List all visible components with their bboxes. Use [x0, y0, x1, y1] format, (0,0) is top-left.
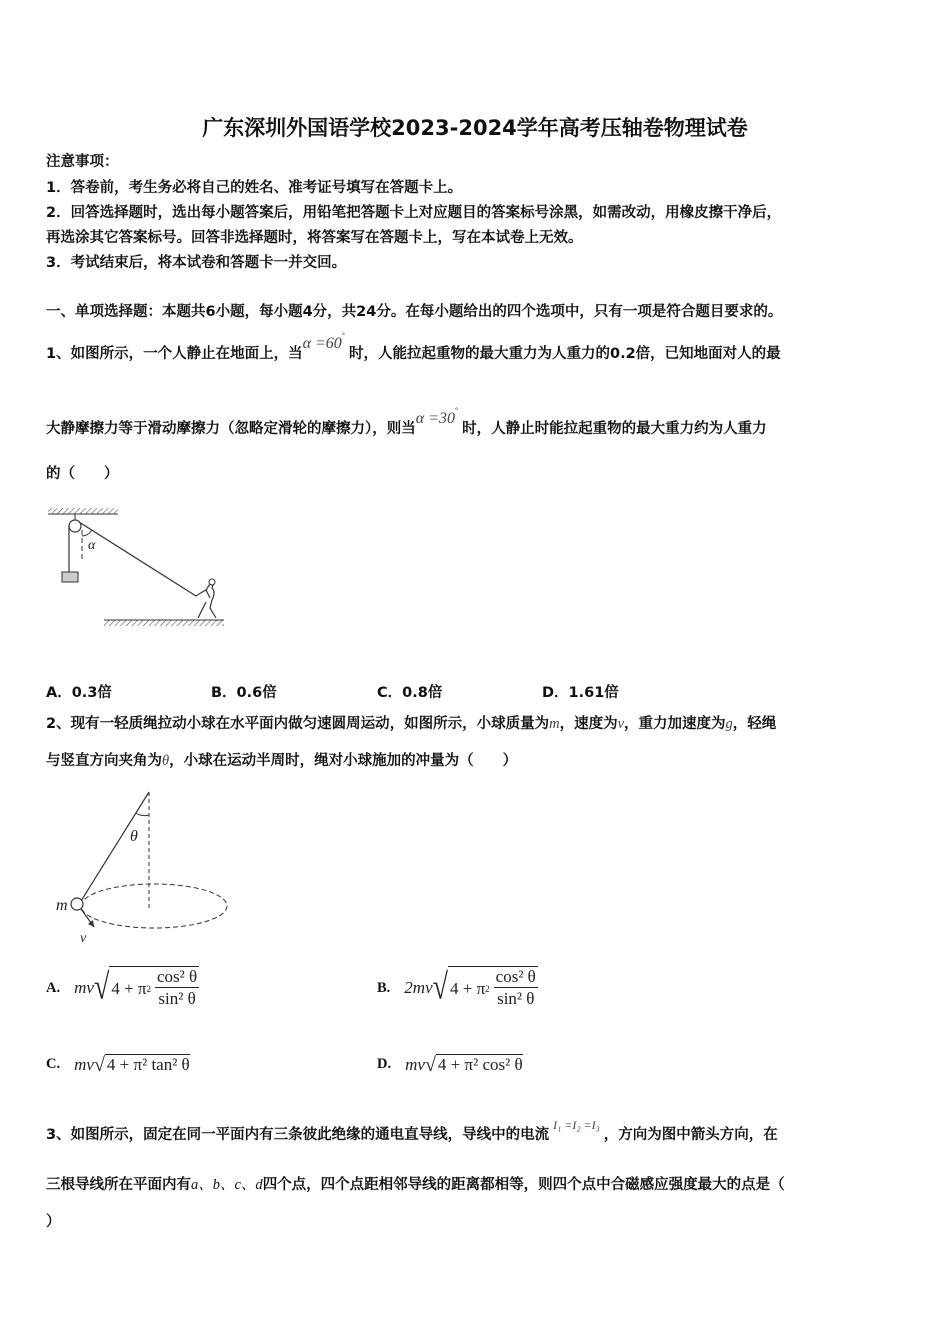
q2-var-m: m: [549, 716, 560, 732]
option-label: D.: [377, 1056, 392, 1072]
q1-option-a[interactable]: A．0.3倍: [46, 685, 112, 701]
q1-text: 1、如图所示，一个人静止在地面上，当: [46, 345, 303, 362]
q2-text: ，小球在运动半周时，绳对小球施加的冲量为（ ）: [169, 753, 518, 769]
q1-math-alpha30: α =30: [415, 409, 455, 427]
q1-line2: 大静摩擦力等于滑动摩擦力（忽略定滑轮的摩擦力），则当α =30°时，人静止时能拉起重物的最大重力约为人重力: [46, 406, 767, 437]
q2-var-theta: θ: [162, 753, 170, 769]
q2-line1: [46, 714, 776, 734]
q3-math-currents: I₁ =I₂ =I₃: [553, 1118, 600, 1132]
q3-line3: ）: [46, 1214, 61, 1230]
q2-option-d[interactable]: [377, 1054, 523, 1075]
option-label: B.: [377, 979, 391, 996]
formula: mv √ 4 + π 2 $\frac{\text{cos² θ}}{\text{sin² θ}}$: [74, 967, 198, 1008]
theta-label: θ: [130, 828, 138, 845]
q1-math-alpha60: α =60: [302, 334, 342, 352]
option-label: C.: [46, 1056, 61, 1072]
q2-text: ，速度为: [559, 716, 618, 732]
notice-item: 1．答卷前，考生务必将自己的姓名、准考证号填写在答题卡上。: [46, 180, 463, 196]
q1-pulley-figure: [44, 504, 224, 634]
q2-text: ，重力加速度为: [624, 716, 726, 732]
formula: mv √ 4 + π² cos² θ: [405, 1053, 523, 1076]
page-title: 广东深圳外国语学校2023-2024学年高考压轴卷物理试卷: [202, 116, 748, 140]
q3-line2: [46, 1175, 785, 1195]
formula: mv √ 4 + π² tan² θ: [74, 1053, 190, 1076]
q1-text: 时，人静止时能拉起重物的最大重力约为人重力: [462, 420, 767, 437]
q1-text: 大静摩擦力等于滑动摩擦力（忽略定滑轮的摩擦力），则当: [46, 420, 416, 437]
q2-var-v: v: [617, 716, 625, 732]
notice-item: 再选涂其它答案标号。回答非选择题时，将答案写在答题卡上，写在本试卷上无效。: [46, 230, 583, 246]
q1-text: 时，人能拉起重物的最大重力为人重力的0.2倍，已知地面对人的最: [349, 345, 781, 362]
q3-line1: [46, 1118, 778, 1145]
option-label: A.: [46, 979, 61, 996]
q3-text: ，方向为图中箭头方向，在: [603, 1127, 778, 1143]
q2-text: 与竖直方向夹角为: [46, 753, 162, 769]
section-heading: 一、单项选择题：本题共6小题，每小题4分，共24分。在每小题给出的四个选项中，只有一项是符合题目要求的。: [46, 304, 783, 320]
velocity-label: v: [80, 931, 87, 946]
q2-line2: [46, 751, 517, 771]
q1-option-c[interactable]: C．0.8倍: [377, 685, 443, 701]
q2-option-a[interactable]: [46, 966, 199, 1010]
q3-text: 四个点，四个点距相邻导线的距离都相等，则四个点中合磁感应强度最大的点是（: [262, 1177, 785, 1193]
mass-label: m: [56, 897, 68, 914]
q1-line3: 的（ ）: [46, 466, 119, 482]
q2-option-c[interactable]: [46, 1054, 190, 1075]
q1-option-b[interactable]: B．0.6倍: [211, 685, 277, 701]
q1-line1: 1、如图所示，一个人静止在地面上，当α =60°时，人能拉起重物的最大重力为人重力的0.2倍，已知地面对人的最: [46, 331, 781, 362]
q3-text: 三根导线所在平面内有: [46, 1177, 191, 1193]
q2-text: ，轻绳: [732, 716, 777, 732]
q3-text: 3、如图所示，固定在同一平面内有三条彼此绝缘的通电直导线，导线中的电流: [46, 1127, 550, 1143]
notice-item: 3．考试结束后，将本试卷和答题卡一并交回。: [46, 255, 347, 271]
notice-item: 2．回答选择题时，选出每小题答案后，用铅笔把答题卡上对应题目的答案标号涂黑，如需改动，用橡皮擦干净后，: [46, 205, 782, 221]
q3-points: a、b、c、d: [191, 1177, 263, 1193]
q2-conical-pendulum-figure: [50, 786, 235, 946]
q2-var-g: g: [725, 716, 733, 732]
alpha-label: α: [88, 538, 96, 553]
q2-text: 2、现有一轻质绳拉动小球在水平面内做匀速圆周运动，如图所示，小球质量为: [46, 716, 550, 732]
q1-option-d[interactable]: D．1.61倍: [542, 685, 619, 701]
q2-option-b[interactable]: [377, 966, 538, 1010]
formula: 2mv √ 4 + π 2 $\frac{\text{cos² θ}}{\text{sin² θ}}$: [404, 967, 536, 1008]
notice-heading: 注意事项：: [46, 154, 119, 170]
